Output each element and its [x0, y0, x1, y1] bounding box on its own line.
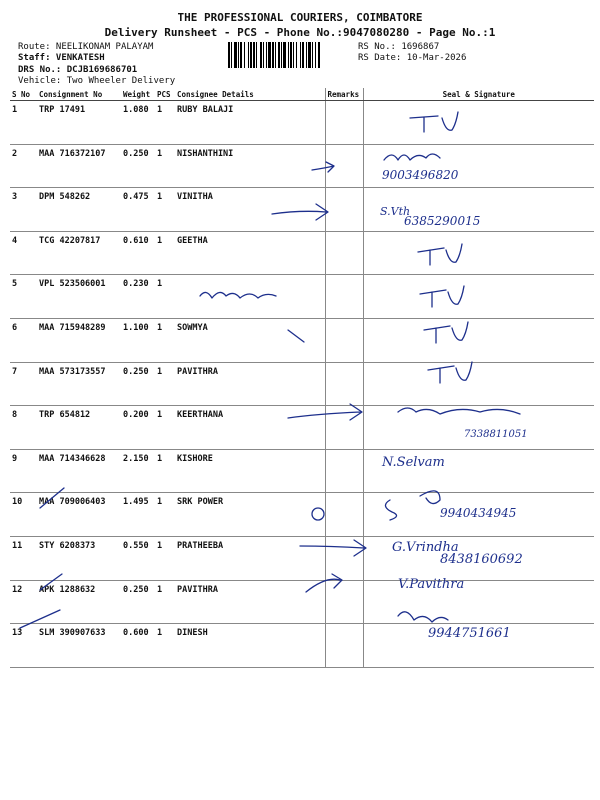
row-signature: [363, 318, 594, 362]
table-row: [10, 144, 594, 188]
runsheet-title: Delivery Runsheet - PCS - Phone No.:9047080280 - Page No.:1: [104, 26, 496, 39]
row-weight: 1.080: [121, 101, 155, 145]
table-row: [10, 580, 594, 624]
row-signature: [363, 624, 594, 668]
row-sno: 13: [10, 624, 37, 668]
barcode-bar: [320, 42, 321, 68]
row-consignment: APK 1288632: [37, 580, 121, 624]
row-consignment: VPL 523506001: [37, 275, 121, 319]
row-sno: 4: [10, 231, 37, 275]
row-consignment: DPM 548262: [37, 188, 121, 232]
row-weight: 0.475: [121, 188, 155, 232]
row-pcs: 1: [155, 580, 175, 624]
row-pcs: 1: [155, 449, 175, 493]
rs-number: RS No.: 1696867: [358, 42, 440, 52]
row-remarks: [325, 493, 363, 537]
handwritten-phone: 7338811051: [464, 429, 528, 440]
row-consignment: SLM 390907633: [37, 624, 121, 668]
row-remarks: [325, 188, 363, 232]
row-remarks: [325, 318, 363, 362]
row-pcs: 1: [155, 406, 175, 450]
row-weight: 0.600: [121, 624, 155, 668]
row-sno: 2: [10, 144, 37, 188]
company-title: THE PROFESSIONAL COURIERS, COIMBATORE: [177, 11, 423, 24]
row-signature: [363, 101, 594, 145]
row-weight: 0.250: [121, 144, 155, 188]
table-row: [10, 449, 594, 493]
row-consignment: MAA 573173557: [37, 362, 121, 406]
row-sno: 5: [10, 275, 37, 319]
col-pcs: PCS: [155, 88, 175, 101]
row-consignee: KEERTHANA: [175, 406, 325, 450]
row-pcs: 1: [155, 231, 175, 275]
signature-scribble: S.Vth: [380, 205, 411, 218]
row-weight: 0.200: [121, 406, 155, 450]
row-weight: 0.610: [121, 231, 155, 275]
row-consignment: TRP 17491: [37, 101, 121, 145]
row-consignee: SOWMYA: [175, 318, 325, 362]
handwritten-phone: 9003496820: [382, 168, 459, 182]
col-consignee: Consignee Details: [175, 88, 325, 101]
table-row: [10, 362, 594, 406]
table-row: [10, 318, 594, 362]
row-pcs: 1: [155, 101, 175, 145]
table-row: [10, 536, 594, 580]
row-weight: 0.250: [121, 580, 155, 624]
row-remarks: [325, 624, 363, 668]
row-pcs: 1: [155, 188, 175, 232]
row-pcs: 1: [155, 362, 175, 406]
row-consignee: KISHORE: [175, 449, 325, 493]
row-signature: [363, 275, 594, 319]
row-consignee: GEETHA: [175, 231, 325, 275]
row-consignment: MAA 709006403: [37, 493, 121, 537]
row-signature: [363, 580, 594, 624]
row-weight: 0.250: [121, 362, 155, 406]
row-consignment: TCG 42207817: [37, 231, 121, 275]
handwritten-name: N.Selvam: [382, 455, 445, 470]
row-weight: 0.550: [121, 536, 155, 580]
row-consignee: NISHANTHINI: [175, 144, 325, 188]
row-remarks: [325, 580, 363, 624]
table-header-row: [10, 88, 594, 101]
row-signature: [363, 362, 594, 406]
row-consignee: SRK POWER: [175, 493, 325, 537]
runsheet-table: [10, 88, 594, 668]
row-consignee: [175, 275, 325, 319]
route-label: Route: NEELIKONAM PALAYAM: [18, 42, 154, 52]
row-remarks: [325, 449, 363, 493]
row-signature: [363, 144, 594, 188]
row-sno: 6: [10, 318, 37, 362]
col-consignment: Consignment No: [37, 88, 121, 101]
handwritten-phone: 9944751661: [428, 626, 511, 641]
row-signature: [363, 231, 594, 275]
row-pcs: 1: [155, 624, 175, 668]
rs-date: RS Date: 10-Mar-2026: [358, 53, 467, 63]
table-row: [10, 188, 594, 232]
row-consignee: DINESH: [175, 624, 325, 668]
row-consignee: PRATHEEBA: [175, 536, 325, 580]
handwritten-phone: 9940434945: [440, 506, 517, 520]
row-remarks: [325, 362, 363, 406]
row-signature: [363, 188, 594, 232]
row-remarks: [325, 101, 363, 145]
row-weight: 0.230: [121, 275, 155, 319]
row-remarks: [325, 536, 363, 580]
row-consignment: MAA 714346628: [37, 449, 121, 493]
row-sno: 10: [10, 493, 37, 537]
staff-label: Staff: VENKATESH: [18, 53, 105, 63]
row-consignment: MAA 715948289: [37, 318, 121, 362]
table-row: [10, 275, 594, 319]
row-pcs: 1: [155, 144, 175, 188]
barcode: [228, 42, 356, 68]
table-row: [10, 231, 594, 275]
row-sno: 7: [10, 362, 37, 406]
table-row: [10, 493, 594, 537]
row-weight: 2.150: [121, 449, 155, 493]
row-sno: 3: [10, 188, 37, 232]
table-row: [10, 406, 594, 450]
handwritten-phone: 6385290015: [404, 214, 481, 228]
row-weight: 1.495: [121, 493, 155, 537]
row-consignment: TRP 654812: [37, 406, 121, 450]
col-sno: S No: [10, 88, 37, 101]
col-remarks: Remarks: [325, 88, 363, 101]
row-consignee: PAVITHRA: [175, 362, 325, 406]
row-consignee: PAVITHRA: [175, 580, 325, 624]
row-consignment: MAA 716372107: [37, 144, 121, 188]
row-signature: [363, 493, 594, 537]
row-signature: [363, 406, 594, 450]
row-remarks: [325, 231, 363, 275]
row-remarks: [325, 144, 363, 188]
row-sno: 12: [10, 580, 37, 624]
row-signature: [363, 449, 594, 493]
row-pcs: 1: [155, 536, 175, 580]
handwritten-name: V.Pavithra: [398, 577, 465, 592]
row-signature: [363, 536, 594, 580]
row-consignment: STY 6208373: [37, 536, 121, 580]
col-weight: Weight: [121, 88, 155, 101]
row-pcs: 1: [155, 318, 175, 362]
row-remarks: [325, 406, 363, 450]
table-row: [10, 624, 594, 668]
row-sno: 9: [10, 449, 37, 493]
row-consignee: RUBY BALAJI: [175, 101, 325, 145]
drs-number: DRS No.: DCJB169686701: [18, 65, 138, 75]
row-pcs: 1: [155, 275, 175, 319]
row-weight: 1.100: [121, 318, 155, 362]
row-pcs: 1: [155, 493, 175, 537]
table-row: [10, 101, 594, 145]
row-sno: 1: [10, 101, 37, 145]
signature-scribble: G.Vrindha: [392, 540, 459, 555]
col-signature: Seal & Signature: [363, 88, 594, 101]
handwritten-phone: 8438160692: [440, 552, 523, 567]
row-sno: 8: [10, 406, 37, 450]
vehicle-label: Vehicle: Two Wheeler Delivery: [18, 76, 176, 86]
row-sno: 11: [10, 536, 37, 580]
row-remarks: [325, 275, 363, 319]
row-consignee: VINITHA: [175, 188, 325, 232]
